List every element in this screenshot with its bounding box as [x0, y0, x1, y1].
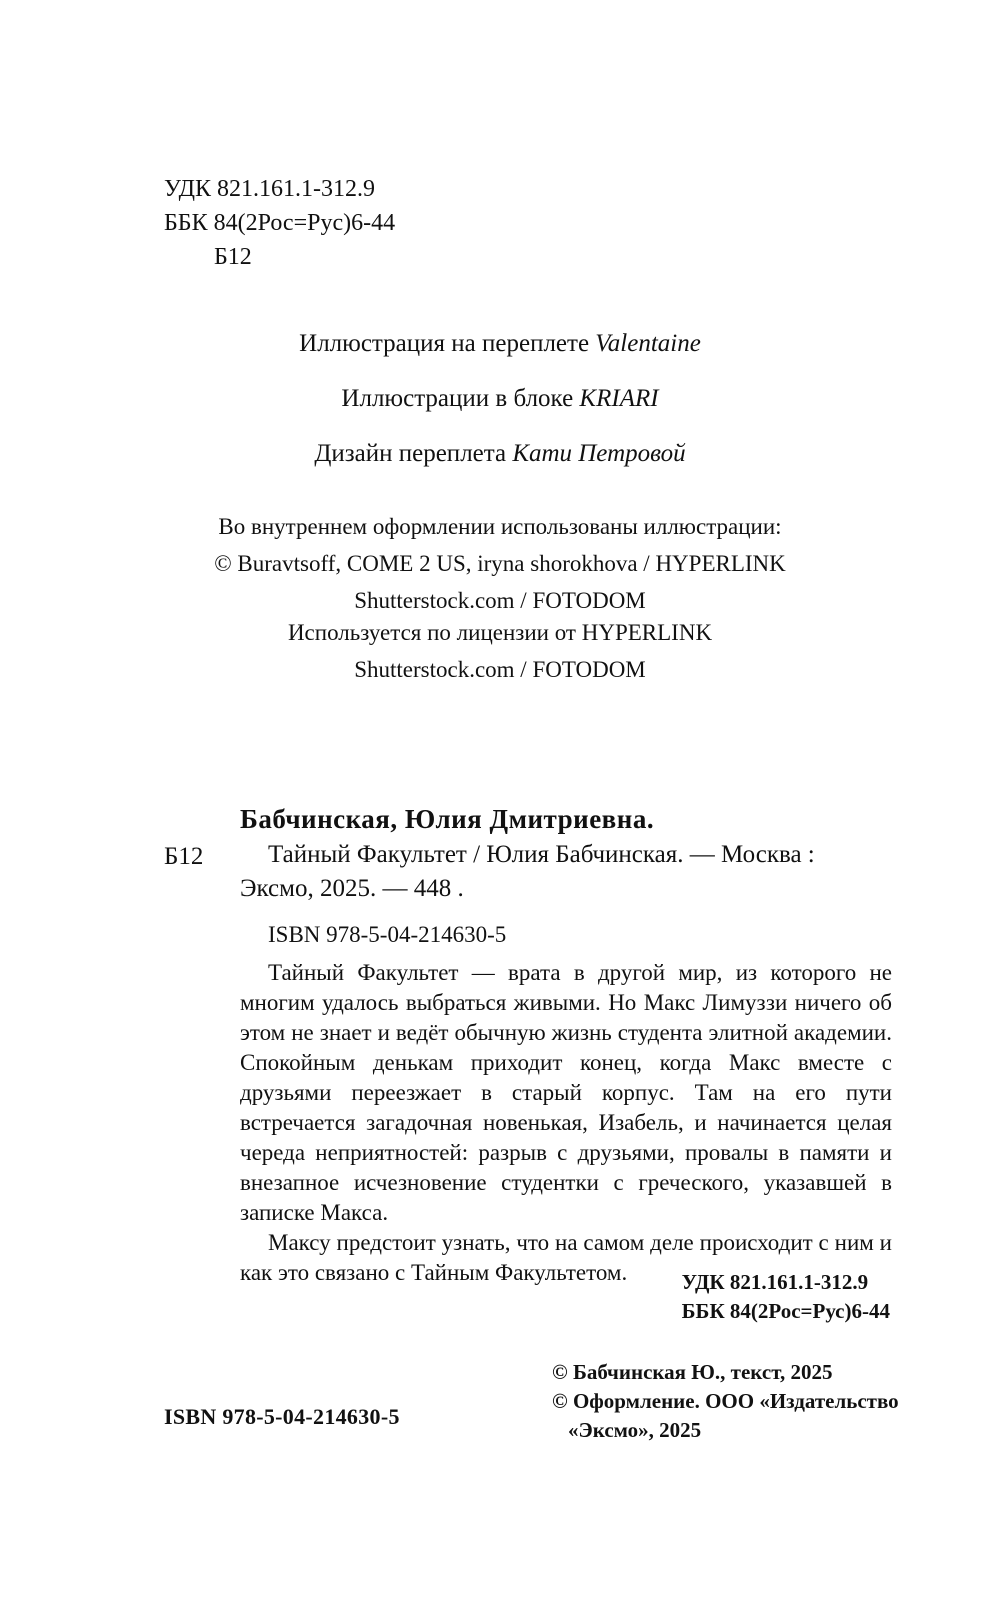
annotation [240, 958, 892, 1288]
license-note [0, 614, 1000, 688]
interior-illustrations-note [0, 508, 1000, 619]
block-illustrations-label: Иллюстрации в блоке [341, 385, 574, 412]
copyright-text: © Бабчинская Ю., текст, 2025 [552, 1360, 833, 1384]
udk-code: УДК 821.161.1-312.9 [164, 176, 375, 202]
catalog-author: Бабчинская, Юлия Дмитриевна. [240, 804, 655, 834]
catalog-codes-top [164, 172, 395, 274]
catalog-title-entry [240, 838, 892, 906]
author-code: Б12 [214, 244, 252, 270]
cover-illustration-name: Valentaine [595, 330, 701, 357]
classification-bbk: ББК 84(2Рос=Рус)6-44 [681, 1299, 890, 1323]
cover-design-label: Дизайн переплета [314, 440, 507, 467]
copyright-design-line-1: © Оформление. ООО «Издательство [552, 1389, 899, 1413]
annotation-paragraph-1: Тайный Факультет — врата в другой мир, из которого не многим удалось выбраться живыми. Но Макс Лимуззи ничего об этом не знает и ведёт обычную жизнь студента элитной академии. Спокойным денькам приходит конец, когда Макс вместе с друзьями переезжает в старый корпус. Там на его пути встречается загадочная новенькая, Изабель, и начинается целая череда неприятностей: разрыв с друзьями, провалы в памяти и внезапное исчезновение студентки с греческого, указавшей в записке Макса. [240, 960, 892, 1225]
interior-line-3: Shutterstock.com / FOTODOM [354, 588, 646, 613]
license-line-2: Shutterstock.com / FOTODOM [354, 657, 646, 682]
bbk-code: ББК 84(2Рос=Рус)6-44 [164, 210, 396, 236]
license-line-1: Используется по лицензии от HYPERLINK [287, 620, 713, 645]
catalog-title-line-1: Тайный Факультет / Юлия Бабчинская. — Москва : [268, 841, 815, 868]
copyright-design-line-2: «Эксмо», 2025 [568, 1418, 702, 1442]
block-illustrations-name: KRIARI [579, 385, 659, 412]
block-illustrations-credit [0, 385, 1000, 413]
cover-illustration-label: Иллюстрация на переплете [299, 330, 590, 357]
copyright-block [552, 1358, 899, 1445]
classification-udk: УДК 821.161.1-312.9 [681, 1270, 869, 1294]
catalog-title-line-2: Эксмо, 2025. — 448 . [240, 875, 464, 902]
interior-line-2: © Buravtsoff, COME 2 US, iryna shorokhova / HYPERLINK [214, 551, 786, 576]
catalog-author-code: Б12 [164, 843, 204, 870]
isbn-bottom: ISBN 978-5-04-214630-5 [164, 1404, 400, 1429]
annotation-paragraph-2: Максу предстоит узнать, что на самом деле происходит с ним и как это связано с Тайным Факультетом. [240, 1230, 892, 1285]
cover-design-name: Кати Петровой [512, 440, 686, 467]
cover-design-credit [0, 440, 1000, 468]
catalog-isbn: ISBN 978-5-04-214630-5 [268, 922, 507, 947]
classification-codes [682, 1268, 890, 1326]
interior-line-1: Во внутреннем оформлении использованы иллюстрации: [218, 514, 782, 539]
cover-illustration-credit [0, 330, 1000, 358]
